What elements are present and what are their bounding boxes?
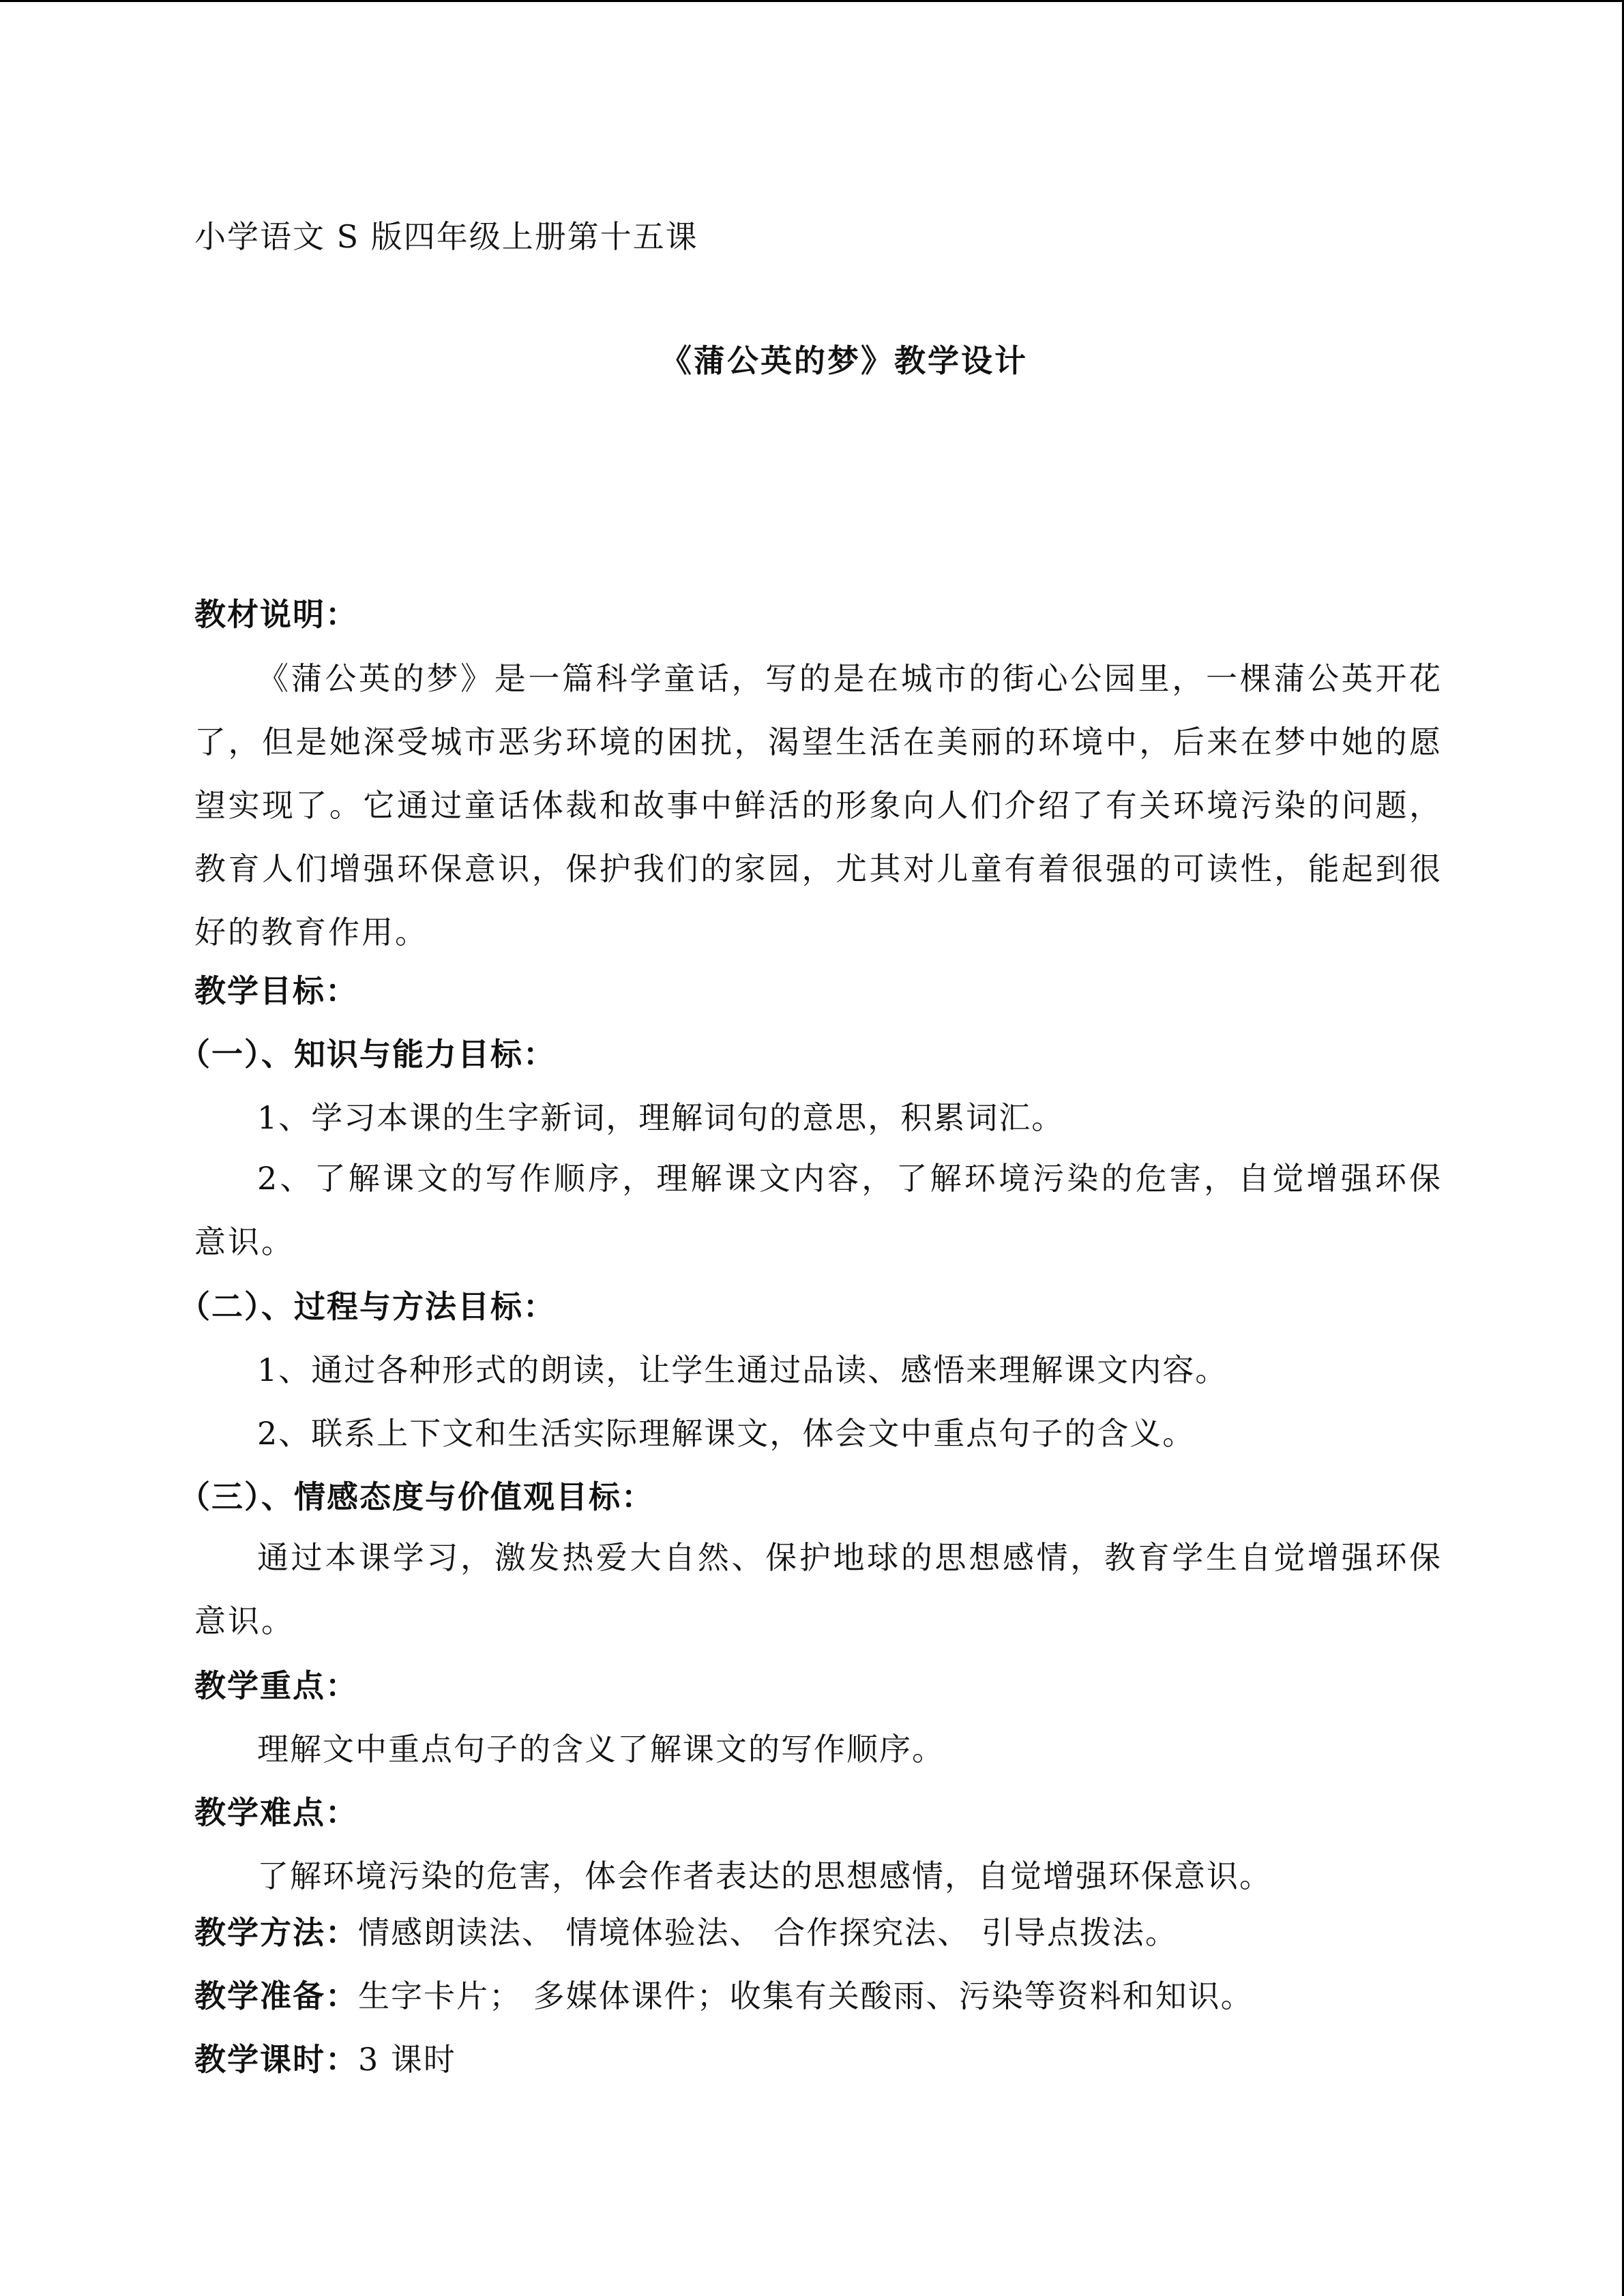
keypoint-body: 理解文中重点句子的含义了解课文的写作顺序。 (257, 1731, 945, 1768)
difficulty-body: 了解环境污染的危害，体会作者表达的思想感情，自觉增强环保意识。 (257, 1858, 1272, 1894)
process-item-2: 2、联系上下文和生活实际理解课文，体会文中重点句子的含义。 (257, 1415, 1196, 1452)
knowledge-heading: （一）、知识与能力目标： (179, 1036, 556, 1073)
knowledge-item-2: 2、了解课文的写作顺序，理解课文内容，了解环境污染的危害，自觉增强环保意识。 (194, 1160, 1443, 1260)
difficulty-heading: 教学难点： (194, 1794, 358, 1831)
knowledge-item-1: 1、学习本课的生字新词，理解词句的意思，积累词汇。 (257, 1099, 1065, 1136)
hours-label: 教学课时： (194, 2041, 358, 2078)
document-title: 《蒲公英的梦》教学设计 (660, 342, 1028, 379)
keypoint-heading: 教学重点： (194, 1667, 358, 1704)
process-heading: （二）、过程与方法目标： (179, 1288, 556, 1325)
method-label: 教学方法： (194, 1914, 358, 1951)
prep-value: 生字卡片； 多媒体课件；收集有关酸雨、污染等资料和知识。 (358, 1978, 1254, 2014)
method-line (194, 1913, 1178, 1952)
course-line: 小学语文 S 版四年级上册第十五课 (194, 218, 698, 255)
material-heading: 教材说明： (194, 596, 358, 633)
prep-label: 教学准备： (194, 1978, 358, 2014)
emotion-heading: （三）、情感态度与价值观目标： (179, 1478, 654, 1515)
goals-heading: 教学目标： (194, 972, 358, 1009)
method-value: 情感朗读法、 情境体验法、 合作探究法、 引导点拨法。 (358, 1914, 1178, 1951)
prep-line (194, 1977, 1254, 2015)
hours-line (194, 2040, 456, 2078)
process-item-1: 1、通过各种形式的朗读，让学生通过品读、感悟来理解课文内容。 (257, 1352, 1228, 1388)
emotion-body: 通过本课学习，激发热爱大自然、保护地球的思想感情，教育学生自觉增强环保意识。 (194, 1539, 1443, 1639)
material-body: 《蒲公英的梦》是一篇科学童话，写的是在城市的街心公园里，一棵蒲公英开花了，但是她深受城市恶劣环境的困扰，渴望生活在美丽的环境中，后来在梦中她的愿望实现了。它通过童话体裁和故事中鲜活的形象向人们介绍了有关环境污染的问题，教育人们增强环保意识，保护我们的家园，尤其对儿童有着很强的可读性，能起到很好的教育作用。 (194, 660, 1443, 951)
hours-value: 3 课时 (358, 2041, 456, 2078)
